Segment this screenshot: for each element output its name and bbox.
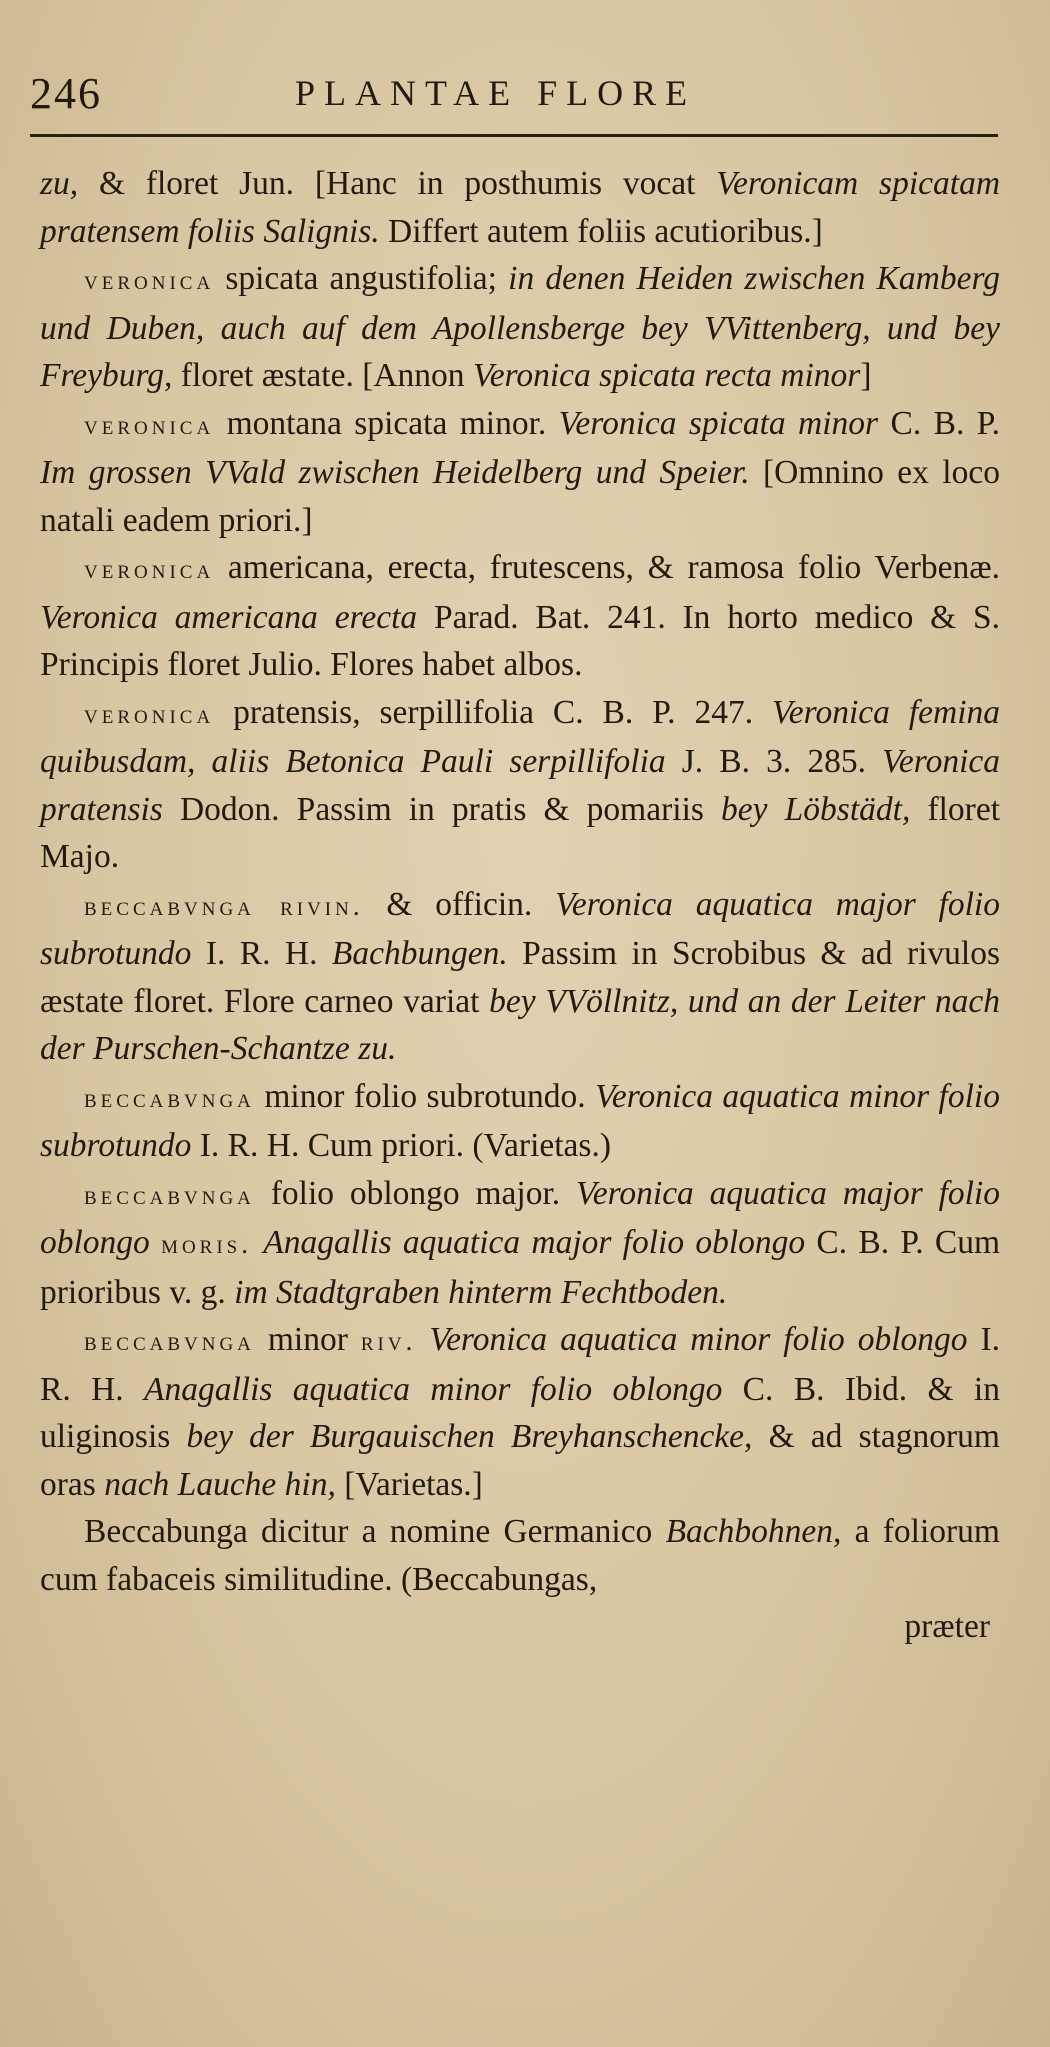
text-run: Beccabunga dicitur a nomine Germanico <box>84 1513 666 1550</box>
text-run: minor folio subrotundo. <box>254 1077 596 1115</box>
text-run: I. R. H. <box>40 1321 1001 1408</box>
text-run: floret æstate. [Annon <box>172 357 473 394</box>
italic-run: Veronica aquatica major folio oblongo <box>40 1174 1000 1261</box>
entry-beccabunga-minor-subrotundo <box>40 1073 1000 1170</box>
small-caps-run: veronica <box>84 554 215 584</box>
text-run: [Omnino ex loco natali eadem priori.] <box>40 454 1000 539</box>
text-run: montana spicata minor. <box>214 404 559 442</box>
text-run <box>150 1224 161 1261</box>
text-run: & officin. <box>363 885 556 923</box>
entry-beccabunga-oblongo-major <box>40 1170 1000 1317</box>
italic-run: Bachbungen. <box>331 935 508 972</box>
text-run: [Varietas.] <box>335 1465 483 1503</box>
italic-run: bey der Burgauischen Breyhanschencke, <box>186 1418 753 1455</box>
running-head <box>30 62 1010 122</box>
paragraph-beccabunga-etymology <box>40 1508 1000 1603</box>
small-caps-run: beccabvnga rivin. <box>84 890 364 921</box>
small-caps-run: beccabvnga <box>84 1179 255 1210</box>
italic-run: Veronicam spicatam pratensem foliis Salignis. <box>40 165 1001 250</box>
text-run: americana, erecta, frutescens, & ramosa folio Verbenæ. <box>214 549 1000 586</box>
text-run: C. B. Ibid. & in uliginosis <box>40 1370 1000 1455</box>
text-run: & floret Jun. [Hanc in posthumis vocat <box>78 165 717 202</box>
text-run: minor <box>254 1321 361 1358</box>
italic-run: zu, <box>40 165 79 202</box>
entry-veronica-montana <box>40 400 1000 545</box>
catchword: præter <box>904 1608 990 1645</box>
running-title: PLANTAE FLORE <box>295 73 697 113</box>
entry-beccabunga-minor-riv <box>40 1316 1000 1508</box>
text-run: spicata angustifolia; <box>214 260 509 297</box>
small-caps-run: beccabvnga <box>84 1326 255 1356</box>
small-caps-run: veronica <box>84 265 215 295</box>
italic-run: Veronica pratensis <box>40 743 1000 828</box>
text-run: & ad stagnorum oras <box>40 1418 1000 1503</box>
book-page <box>30 0 1020 2047</box>
entry-veronica-spicata-angustifolia <box>40 255 1000 400</box>
text-run: J. B. 3. 285. <box>665 743 883 780</box>
text-run: C. B. P. Cum prioribus v. g. <box>40 1224 1001 1311</box>
text-run: I. R. H. Cum priori. (Varietas.) <box>191 1127 611 1164</box>
small-caps-run: riv. <box>360 1326 417 1356</box>
page-number: 246 <box>30 69 102 118</box>
italic-run: Veronica femina quibusdam, aliis Betonica Pauli serpillifolia <box>40 693 1001 780</box>
italic-run: Bachbohnen, <box>665 1513 842 1550</box>
header-rule <box>30 134 998 137</box>
entry-beccabunga-rivin <box>40 881 1000 1073</box>
small-caps-run: veronica <box>84 698 215 729</box>
entry-veronica-americana <box>40 544 1000 689</box>
text-run: Dodon. Passim in pratis & pomariis <box>162 790 722 828</box>
small-caps-run: beccabvnga <box>84 1082 255 1113</box>
italic-run: Im grossen VVald zwischen Heidelberg und Speier. <box>40 454 750 491</box>
entry-veronica-pratensis <box>40 689 1000 881</box>
text-run: Parad. Bat. 241. In horto medico & S. Principis floret Julio. Flores habet albos. <box>40 598 1000 683</box>
text-run: floret Majo. <box>40 790 1001 875</box>
italic-run: Veronica spicata minor <box>558 404 879 442</box>
italic-run: Anagallis aquatica major folio oblongo <box>263 1224 806 1261</box>
italic-run: bey Löbstädt, <box>721 790 911 828</box>
small-caps-run: veronica <box>84 409 215 440</box>
text-run <box>416 1321 429 1358</box>
italic-run: bey VVöllnitz, und an der Leiter nach der Purschen-Schantze zu. <box>40 982 1000 1067</box>
italic-run: Veronica americana erecta <box>40 598 418 636</box>
paragraph-continuation <box>40 160 1000 255</box>
italic-run: Veronica spicata recta minor <box>472 357 861 394</box>
italic-run: im Stadtgraben hinterm Fechtboden. <box>234 1273 728 1311</box>
text-run: pratensis, serpillifolia C. B. P. 247. <box>214 693 773 731</box>
text-run: C. B. P. <box>878 404 1000 442</box>
text-run: Passim in Scrobibus & ad rivulos æstate floret. Flore carneo variat <box>40 935 1000 1020</box>
small-caps-run: moris. <box>161 1229 252 1259</box>
page-body <box>40 160 1000 1651</box>
italic-run: Veronica aquatica minor folio oblongo <box>429 1321 968 1358</box>
italic-run: in denen Heiden zwischen Kamberg und Duben, auch auf dem Apollensberge bey VVittenberg, und bey Freyburg, <box>40 260 1000 394</box>
text-run: a foliorum cum fabaceis similitudine. (Beccabungas, <box>40 1513 1000 1598</box>
italic-run: nach Lauche hin, <box>104 1465 336 1503</box>
text-run <box>252 1224 263 1261</box>
text-run: folio oblongo major. <box>254 1174 576 1212</box>
text-run: ] <box>860 357 872 394</box>
text-run: I. R. H. <box>191 935 332 972</box>
italic-run: Veronica aquatica major folio subrotundo <box>40 885 1000 972</box>
text-run: Differt autem foliis acutioribus.] <box>379 212 823 250</box>
italic-run: Anagallis aquatica minor folio oblongo <box>144 1370 723 1408</box>
italic-run: Veronica aquatica minor folio subrotundo <box>40 1077 1000 1164</box>
